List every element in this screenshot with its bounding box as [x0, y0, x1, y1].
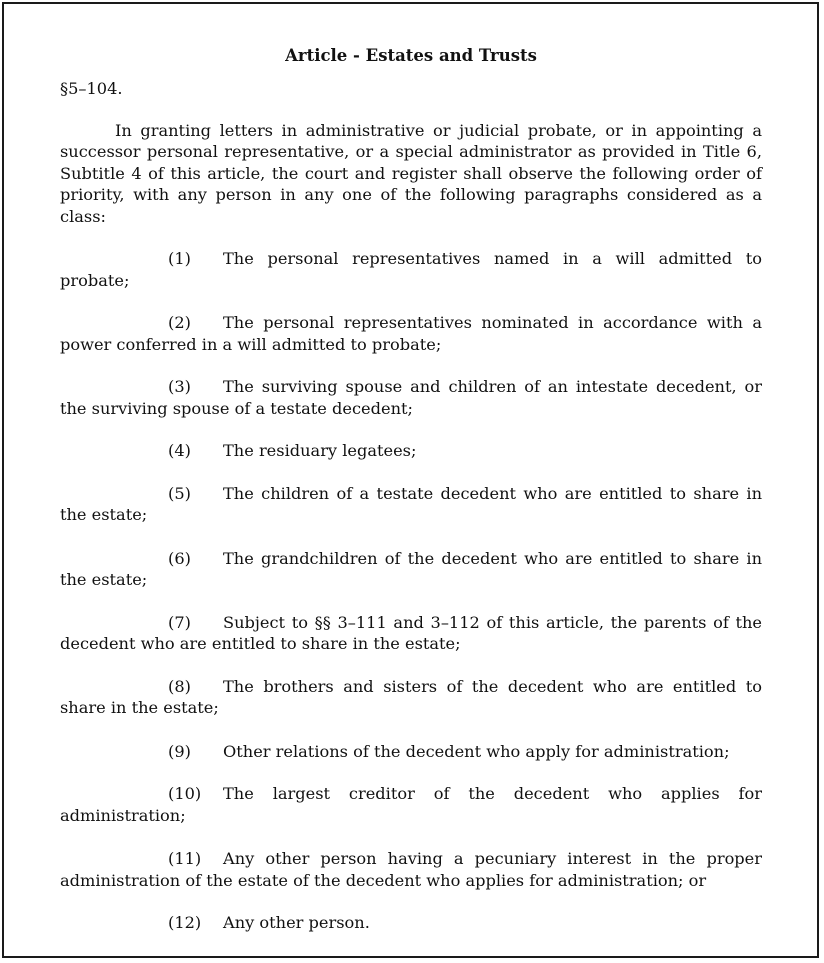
item-number: (4): [168, 441, 191, 460]
item-number: (7): [168, 612, 191, 632]
item-text: The personal representatives named in a will admitted to probate;: [60, 249, 762, 290]
document-title: Article - Estates and Trusts: [285, 46, 537, 65]
list-item: [60, 376, 762, 419]
item-number: (10): [168, 784, 202, 803]
list-item: [60, 848, 762, 891]
item-text: The surviving spouse and children of an intestate decedent, or the surviving spouse of a testate decedent;: [60, 377, 762, 418]
item-text: The brothers and sisters of the decedent who are entitled to share in the estate;: [60, 676, 762, 717]
list-item: [60, 741, 762, 763]
section-number: §5–104.: [60, 79, 123, 98]
list-item: [60, 548, 762, 591]
item-number: (9): [168, 741, 191, 761]
item-text: Subject to §§ 3–111 and 3–112 of this article, the parents of the decedent who are entitled to share in the estate;: [60, 612, 762, 653]
item-number: (2): [168, 313, 191, 332]
list-item: [60, 783, 762, 826]
item-number: (6): [168, 548, 191, 568]
item-number: (5): [168, 483, 191, 503]
item-text: The grandchildren of the decedent who are entitled to share in the estate;: [60, 548, 762, 589]
item-text: The personal representatives nominated in accordance with a power conferred in a will admitted to probate;: [60, 313, 762, 354]
list-item: [60, 312, 762, 355]
item-number: (12): [168, 913, 202, 932]
item-text: The residuary legatees;: [223, 441, 417, 460]
item-text: The children of a testate decedent who are entitled to share in the estate;: [60, 483, 762, 524]
item-text: The largest creditor of the decedent who applies for administration;: [60, 784, 762, 825]
document-body: [60, 45, 762, 934]
list-item: [60, 676, 762, 719]
item-number: (11): [168, 849, 202, 868]
list-item: [60, 612, 762, 655]
item-text: Other relations of the decedent who apply for administration;: [223, 741, 730, 761]
list-item: [60, 440, 762, 462]
list-item: [60, 248, 762, 291]
item-number: (3): [168, 377, 191, 396]
item-text: Any other person having a pecuniary interest in the proper administration of the estate of the decedent who applies for administration; or: [60, 849, 762, 890]
item-number: (8): [168, 676, 191, 696]
item-text: Any other person.: [223, 913, 370, 932]
list-item: [60, 912, 762, 934]
item-number: (1): [168, 249, 191, 268]
list-item: [60, 483, 762, 526]
intro-paragraph: In granting letters in administrative or judicial probate, or in appointing a successor personal representative, or a special administrator as provided in Title 6, Subtitle 4 of this article, the court and register shall observe the following order of priority, with any person in any one of the following paragraphs considered as a class:: [60, 120, 762, 226]
